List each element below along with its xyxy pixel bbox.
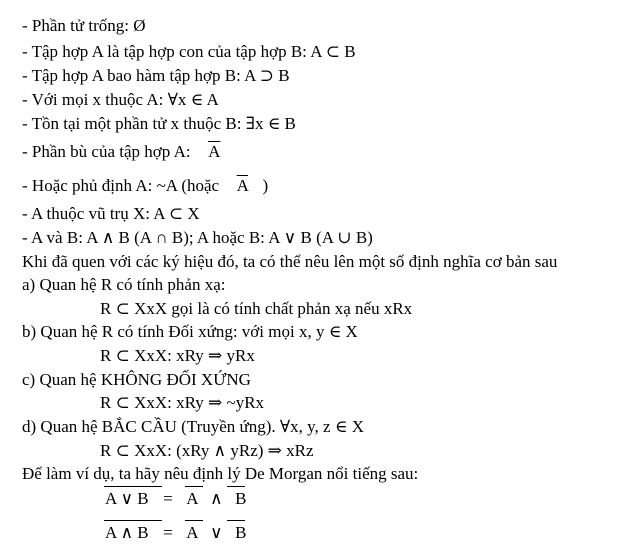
section-a-formula: R ⊂ XxX gọi là có tính chất phản xạ nếu xRx [100, 299, 413, 318]
demorgan-1-lhs: A ∨ B [105, 489, 149, 508]
empty-set-line: - Phần tử trống: Ø [22, 16, 146, 35]
demorgan-2-op: ∨ [210, 523, 223, 542]
demorgan-2-eq: = [163, 523, 173, 542]
universe-line: - A thuộc vũ trụ X: A ⊂ X [22, 204, 200, 223]
section-b-formula: R ⊂ XxX: xRy ⇒ yRx [100, 346, 255, 365]
demorgan-2-lhs: A ∧ B [105, 523, 149, 542]
negation-line [22, 176, 268, 196]
intro-line: Khi đã quen với các ký hiệu đó, ta có thể nêu lên một số định nghĩa cơ bản sau [22, 252, 558, 271]
forall-line: - Với mọi x thuộc A: ∀x ∈ A [22, 90, 219, 109]
demorgan-1-op: ∧ [210, 489, 223, 508]
demorgan-1-eq: = [163, 489, 173, 508]
superset-line: - Tập hợp A bao hàm tập hợp B: A ⊃ B [22, 66, 290, 85]
demorgan-1-b: B [235, 489, 247, 508]
demorgan-1-a-bar [185, 486, 203, 487]
demorgan-1-b-bar [227, 486, 245, 487]
demorgan-2-b: B [235, 523, 247, 542]
section-d-formula: R ⊂ XxX: (xRy ∧ yRz) ⇒ xRz [100, 441, 314, 460]
demorgan-2-a: A [186, 523, 198, 542]
demorgan-1-lhs-bar [104, 486, 162, 487]
negation-text: - Hoặc phủ định A: ~A (hoặc [22, 176, 220, 195]
complement-text: - Phần bù của tập hợp A: [22, 142, 191, 161]
demorgan-formula-1 [105, 489, 246, 509]
subset-line: - Tập hợp A là tập hợp con của tập hợp B: A ⊂ B [22, 42, 356, 61]
negation-symbol: $\overline{A}$ [236, 176, 249, 195]
demorgan-2-lhs-bar [104, 520, 162, 521]
and-or-line: - A và B: A ∧ B (A ∩ B); A hoặc B: A ∨ B (A ∪ B) [22, 228, 373, 247]
demorgan-1-a: A [186, 489, 198, 508]
section-d-heading: d) Quan hệ BẮC CẦU (Truyền ứng). ∀x, y, z ∈ X [22, 417, 364, 436]
negation-close: ) [262, 176, 269, 195]
section-a-heading: a) Quan hệ R có tính phản xạ: [22, 275, 226, 294]
demorgan-2-b-bar [227, 520, 245, 521]
section-c-formula: R ⊂ XxX: xRy ⇒ ~yRx [100, 393, 265, 412]
complement-symbol: $\overline{A}$ [208, 142, 221, 161]
section-c-heading: c) Quan hệ KHÔNG ĐỐI XỨNG [22, 370, 251, 389]
exists-line: - Tồn tại một phần tử x thuộc B: ∃x ∈ B [22, 114, 296, 133]
complement-line [22, 142, 220, 162]
demorgan-formula-2 [105, 523, 246, 543]
demorgan-2-a-bar [185, 520, 203, 521]
section-b-heading: b) Quan hệ R có tính Đối xứng: với mọi x, y ∈ X [22, 322, 358, 341]
demorgan-intro: Để làm ví dụ, ta hãy nêu định lý De Morgan nổi tiếng sau: [22, 464, 419, 483]
